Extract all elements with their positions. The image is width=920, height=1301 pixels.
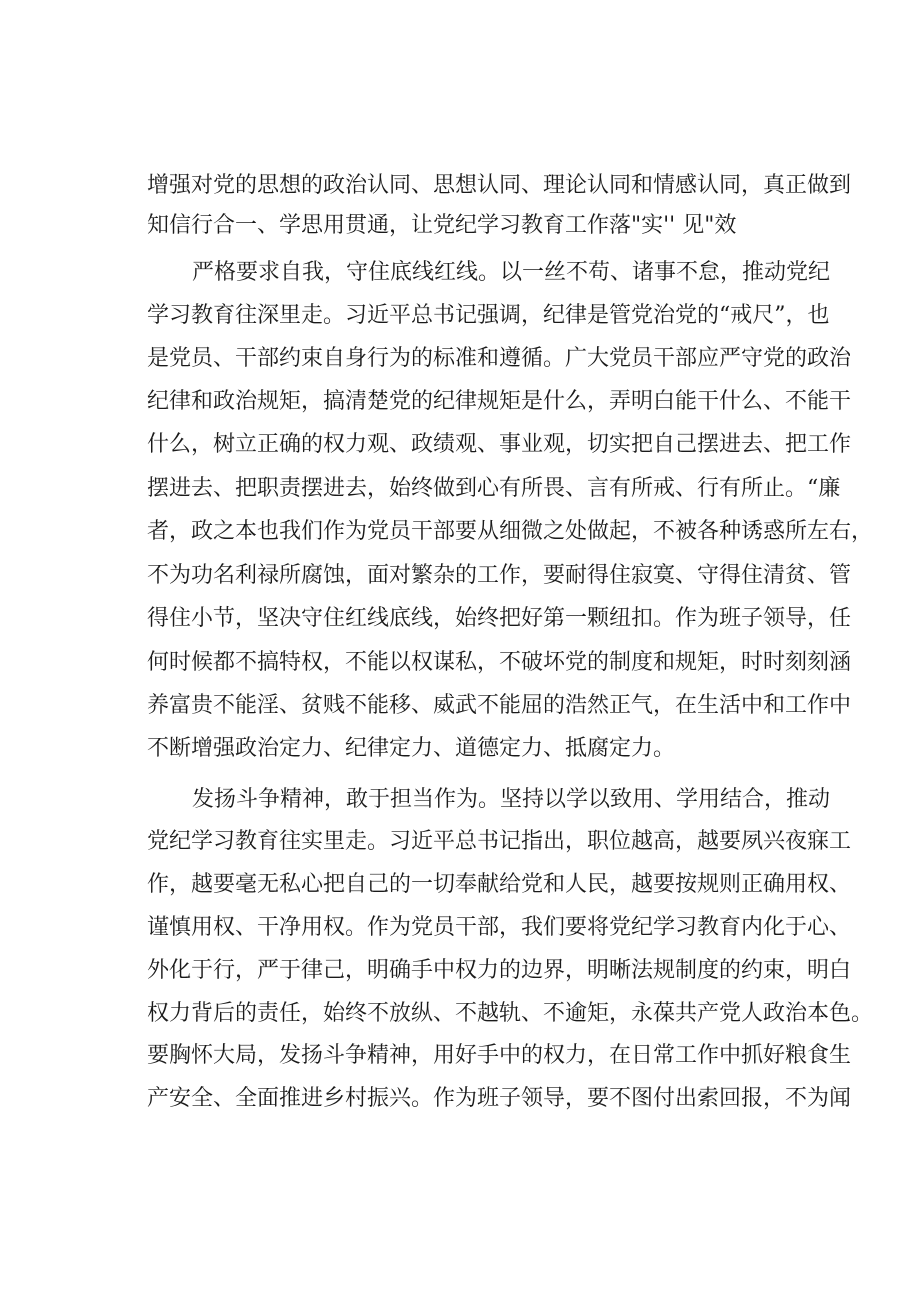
text-line: 增强对党的思想的政治认同、思想认同、理论认同和情感认同，真正做到 — [147, 173, 852, 198]
paragraph-start-line: 严格要求自我，守住底线红线。以一丝不苟、诸事不怠，推动党纪 — [192, 260, 831, 285]
text-line: 何时候都不搞特权，不能以权谋私，不破坏党的制度和规矩，时时刻刻涵 — [147, 650, 852, 675]
text-line: 是党员、干部约束自身行为的标准和遵循。广大党员干部应严守党的政治 — [147, 346, 852, 371]
text-line: 纪律和政治规矩，搞清楚党的纪律规矩是什么，弄明白能干什么、不能干 — [147, 389, 852, 414]
text-line: 不为功名利禄所腐蚀，面对繁杂的工作，要耐得住寂寞、守得住清贫、管 — [147, 563, 852, 588]
text-line: 什么，树立正确的权力观、政绩观、事业观，切实把自己摆进去、把工作 — [147, 432, 852, 457]
text-line: 作，越要毫无私心把自己的一切奉献给党和人民，越要按规则正确用权、 — [147, 872, 852, 897]
text-line: 摆进去、把职责摆进去，始终做到心有所畏、言有所戒、行有所止。“廉 — [147, 476, 841, 501]
text-line: 谨慎用权、干净用权。作为党员干部，我们要将党纪学习教育内化于心、 — [147, 915, 852, 940]
text-line: 得住小节，坚决守住红线底线，始终把好第一颗纽扣。作为班子领导，任 — [147, 606, 852, 631]
text-line: 知信行合一、学思用贯通，让党纪学习教育工作落"实'' 见"效 — [147, 213, 737, 238]
paragraph-start-line: 发扬斗争精神，敢于担当作为。坚持以学以致用、学用结合，推动 — [192, 787, 831, 812]
text-line: 者，政之本也我们作为党员干部要从细微之处做起，不被各种诱惑所左右， — [147, 519, 874, 544]
text-line: 要胸怀大局，发扬斗争精神，用好手中的权力，在日常工作中抓好粮食生 — [147, 1043, 852, 1068]
text-line: 养富贵不能淫、贫贱不能移、威武不能屈的浩然正气，在生活中和工作中 — [147, 693, 852, 718]
text-line: 外化于行，严于律己，明确手中权力的边界，明晰法规制度的约束，明白 — [147, 958, 852, 983]
text-line: 党纪学习教育往实里走。习近平总书记指出，职位越高，越要夙兴夜寐工 — [147, 829, 852, 854]
text-line: 不断增强政治定力、纪律定力、道德定力、抵腐定力。 — [147, 736, 676, 761]
text-line: 产安全、全面推进乡村振兴。作为班子领导，要不图付出索回报，不为闻 — [147, 1086, 852, 1111]
text-line: 学习教育往深里走。习近平总书记强调，纪律是管党治党的“戒尺”，也 — [147, 303, 830, 328]
text-line: 权力背后的责任，始终不放纵、不越轨、不逾矩，永葆共产党人政治本色。 — [147, 1001, 874, 1026]
